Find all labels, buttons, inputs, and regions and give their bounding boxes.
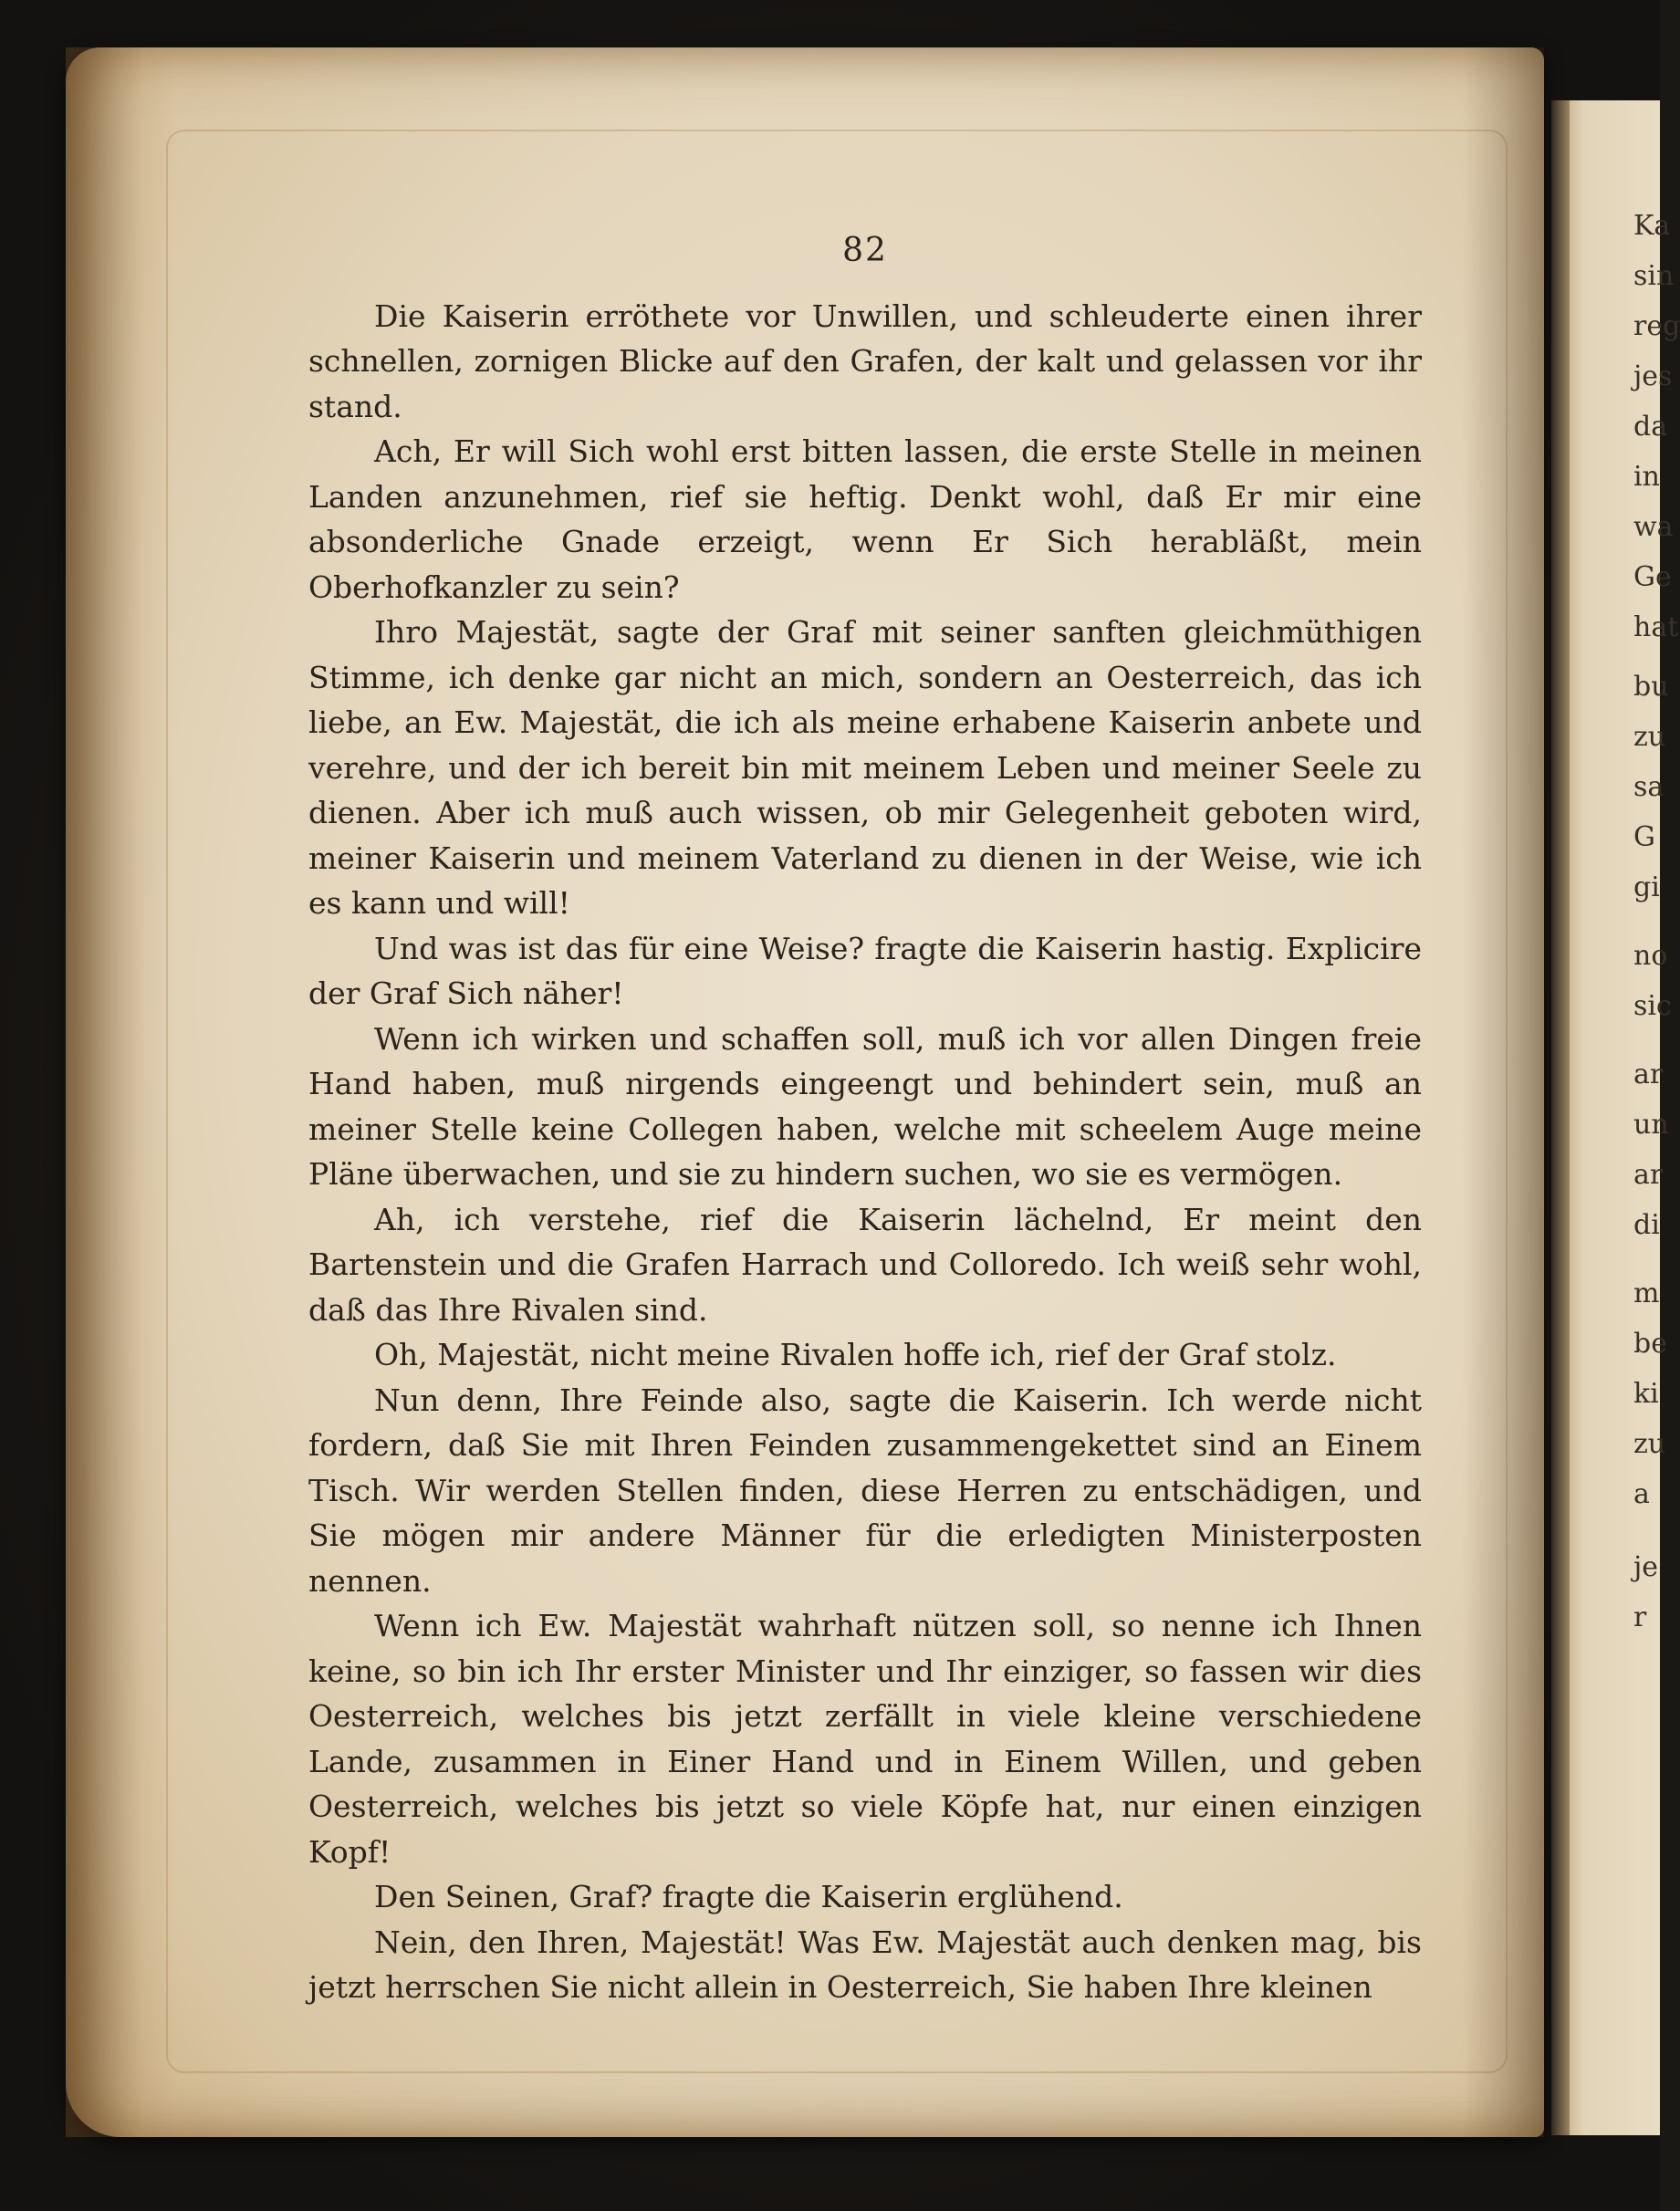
facing-page-fragment: sin: [1633, 260, 1675, 292]
facing-page-fragment: zu: [1633, 1428, 1666, 1460]
facing-page-fragment: sa: [1633, 771, 1664, 803]
facing-page-fragment: G: [1633, 821, 1655, 853]
paragraph: Ah, ich verstehe, rief die Kaiserin lächelnd, Er meint den Bartenstein und die Grafen Harrach und Colloredo. Ich weiß sehr wohl, daß das Ihre Rivalen sind.: [308, 1201, 1422, 1328]
page-gutter: [1462, 47, 1544, 2137]
facing-page-fragment: un: [1633, 1109, 1669, 1141]
facing-page-fragment: jes: [1633, 360, 1673, 392]
facing-page-fragment: zu: [1633, 721, 1666, 753]
paragraph: Und was ist das für eine Weise? fragte die Kaiserin hastig. Explicire der Graf Sich näher!: [308, 930, 1422, 1011]
facing-page-fragment: Ge: [1633, 561, 1672, 593]
facing-page-fragment: reg: [1633, 310, 1680, 342]
page-edge-shadow: [66, 47, 175, 2137]
paragraph: Nun denn, Ihre Feinde also, sagte die Kaiserin. Ich werde nicht fordern, daß Sie mit Ihren Feinden zusammengekettet sind an Einem Tisch. Wir werden Stellen finden, diese Herren zu entschädigen, und Sie mögen mir andere Männer für die erledigten Ministerposten nennen.: [308, 1382, 1422, 1599]
paragraph: Den Seinen, Graf? fragte die Kaiserin erglühend.: [374, 1879, 1123, 1914]
facing-page-fragment: je: [1633, 1551, 1659, 1583]
facing-page-fragment: ar: [1633, 1159, 1664, 1191]
book-spine: [1551, 100, 1570, 2135]
page-number: 82: [842, 232, 888, 269]
facing-page: [1551, 100, 1680, 2135]
paragraph: Oh, Majestät, nicht meine Rivalen hoffe ich, rief der Graf stolz.: [374, 1337, 1337, 1372]
paragraph: Wenn ich Ew. Majestät wahrhaft nützen soll, so nenne ich Ihnen keine, so bin ich Ihr erster Minister und Ihr einziger, so fassen wir dies Oesterreich, welches bis jetzt zerfällt in viele kleine verschiedene Lande, zusammen in Einer Hand und in Einem Willen, und geben Oesterreich, welches bis jetzt so viele Köpfe hat, nur einen einzigen Kopf!: [308, 1608, 1422, 1870]
facing-page-fragment: in: [1633, 461, 1660, 493]
facing-page-fragment: Ka: [1633, 210, 1671, 242]
paragraph: Ihro Majestät, sagte der Graf mit seiner sanften gleichmüthigen Stimme, ich denke gar nicht an mich, sondern an Oesterreich, das ich liebe, an Ew. Majestät, die ich als meine erhabene Kaiserin anbete und verehre, und der ich bereit bin mit meinem Leben und meiner Seele zu dienen. Aber ich muß auch wissen, ob mir Gelegenheit geboten wird, meiner Kaiserin und meinem Vaterland zu dienen in der Weise, wie ich es kann und will!: [308, 614, 1422, 921]
facing-page-fragment: gi: [1633, 871, 1660, 903]
facing-page-fragment: a: [1633, 1478, 1650, 1510]
paragraph: Nein, den Ihren, Majestät! Was Ew. Majestät auch denken mag, bis jetzt herrschen Sie nicht allein in Oesterreich, Sie haben Ihre kleinen: [308, 1924, 1422, 2005]
facing-page-fragment: da: [1633, 411, 1668, 443]
facing-page-fragment: wa: [1633, 511, 1674, 543]
facing-page-fragment: ki: [1633, 1378, 1659, 1410]
facing-page-fragment: r: [1633, 1601, 1647, 1633]
facing-page-fragment: bu: [1633, 671, 1669, 703]
paragraph: Wenn ich wirken und schaffen soll, muß ich vor allen Dingen freie Hand haben, muß nirgends eingeengt und behindert sein, muß an meiner Stelle keine Collegen haben, welche mit scheelem Auge meine Pläne überwachen, und sie zu hindern suchen, wo sie es vermögen.: [308, 1020, 1422, 1192]
facing-page-fragment: ar: [1633, 1059, 1664, 1090]
page-text: [308, 228, 1422, 2010]
facing-page-fragment: no: [1633, 940, 1668, 972]
paragraph: Die Kaiserin erröthete vor Unwillen, und schleuderte einen ihrer schnellen, zornigen Blicke auf den Grafen, der kalt und gelassen vor ihr stand.: [308, 297, 1422, 424]
facing-page-fragment: be: [1633, 1328, 1667, 1360]
facing-page-fragment: m: [1633, 1278, 1660, 1309]
paragraph: Ach, Er will Sich wohl erst bitten lassen, die erste Stelle in meinen Landen anzunehmen, rief sie heftig. Denkt wohl, daß Er mir eine absonderliche Gnade erzeigt, wenn Er Sich herabläßt, mein Oberhofkanzler zu sein?: [308, 433, 1422, 605]
facing-page-fragment: sic: [1633, 990, 1672, 1022]
facing-page-fragment: di: [1633, 1209, 1660, 1241]
facing-page-fragment: hat: [1633, 611, 1679, 643]
